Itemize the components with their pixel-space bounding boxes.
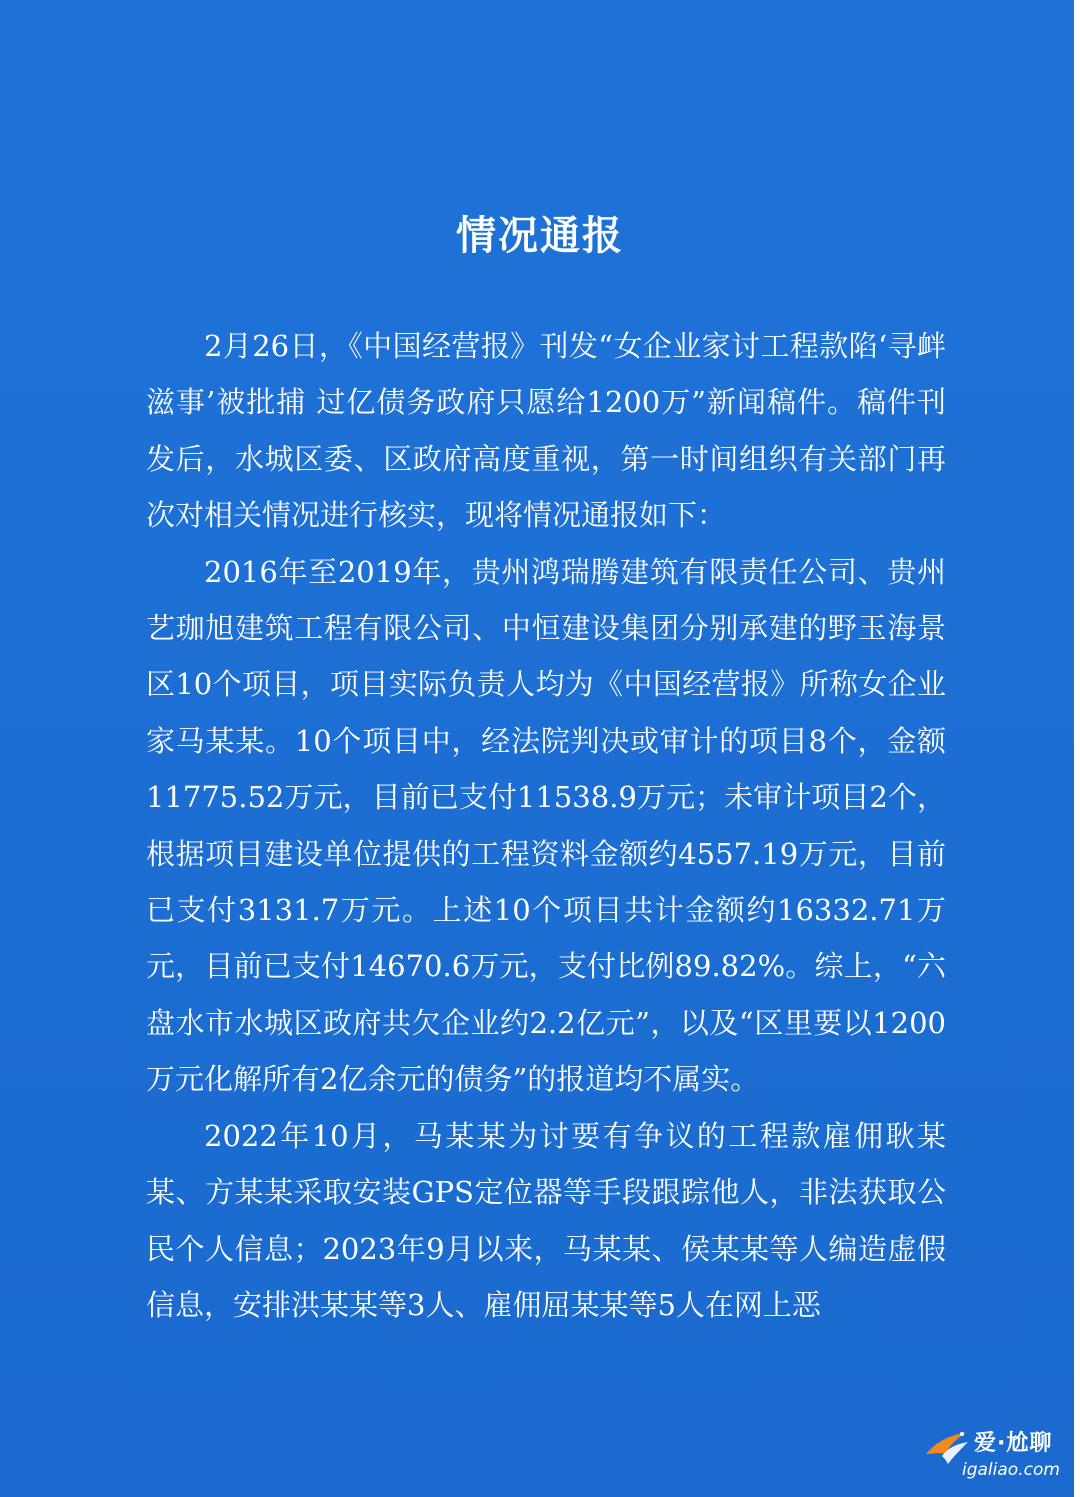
watermark-url: igaliao.com — [962, 1460, 1060, 1480]
document-title: 情况通报 — [456, 212, 624, 259]
paragraph-projects: 2016年至2019年，贵州鸿瑞腾建筑有限责任公司、贵州艺珈旭建筑工程有限公司、中恒建设集团分别承建的野玉海景区10个项目，项目实际负责人均为《中国经营报》所称女企业家马某某。10个项目中，经法院判决或审计的项目8个，金额11775.52万元，目前已支付11538.9万元；未审计项目2个，根据项目建设单位提供的工程资料金额约4557.19万元，目前已支付3131.7万元。上述10个项目共计金额约16332.71万元，目前已支付14670.6万元，支付比例89.82%。综上，“六盘水市水城区政府共欠企业约2.2亿元”，以及“区里要以1200万元化解所有2亿余元的债务”的报道均不属实。 — [146, 554, 946, 1097]
document-body — [146, 318, 946, 1333]
paragraph-intro: 2月26日，《中国经营报》刊发“女企业家讨工程款陷‘寻衅滋事’被批捕 过亿债务政府只愿给1200万”新闻稿件。稿件刊发后，水城区委、区政府高度重视，第一时间组织有关部门再次对相关情况进行核实，现将情况通报如下： — [146, 329, 946, 533]
site-watermark — [912, 1420, 1072, 1488]
paragraph-incidents: 2022年10月，马某某为讨要有争议的工程款雇佣耿某某、方某某采取安装GPS定位器等手段跟踪他人，非法获取公民个人信息；2023年9月以来，马某某、侯某某等人编造虚假信息，安排洪某某等3人、雇佣屈某某等5人在网上恶 — [146, 1118, 946, 1322]
watermark-brand: 爱·尬聊 — [974, 1431, 1053, 1456]
